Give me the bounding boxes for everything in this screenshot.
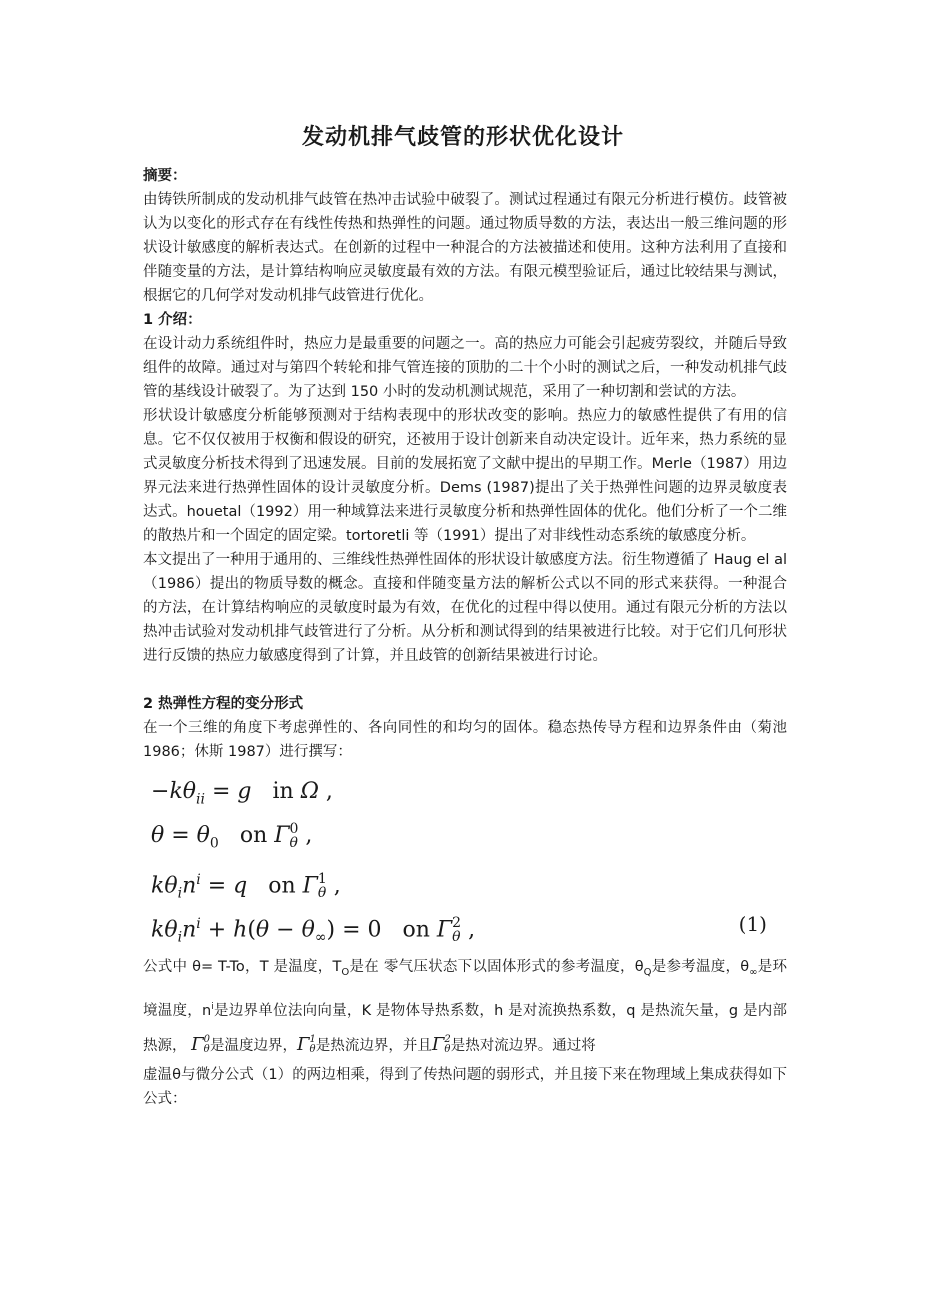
equation-line-1: $-k\theta_{ii} = g$ in Ω , [151,779,333,808]
weak-form-paragraph: 虚温θ与微分公式（1）的两边相乘，得到了传热问题的弱形式，并且接下来在物理域上集成获得如下公式： [143,1066,787,1107]
definition-text-2: 是在 零气压状态下以固体形式的参考温度，θ [349,959,644,975]
section2-paragraph-1: 在一个三维的角度下考虑弹性的、各向同性的和均匀的固体。稳态热传导方程和边界条件由（菊池 1986；休斯 1987）进行撰写： [143,720,787,760]
section-spacer [143,668,787,692]
page-title: 发动机排气歧管的形状优化设计 [301,125,624,150]
definition-text-3: 是参考温度，θ [651,959,750,975]
equation-block [151,770,787,946]
abstract-heading: 摘要： [143,168,187,184]
document-body [143,164,787,1111]
gamma-1-symbol: Γ 1 θ [296,1033,316,1055]
definition-sub-o: O [341,966,350,978]
equation-number: (1) [738,912,767,936]
equation-line-3: $k\theta_in^i = q$ on Γ 1 θ , [151,871,341,902]
section1-paragraph-3: 本文提出了一种用于通用的、三维线性热弹性固体的形状设计敏感度方法。衍生物遵循了 Haug el al（1986）提出的物质导数的概念。直接和伴随变量方法的解析公式以不同的形式来获得。一种混合的方法，在计算结构响应的灵敏度时最为有效，在优化的过程中得以使用。通过有限元分析的方法以热冲击试验对发动机排气歧管进行了分析。从分析和测试得到的结果被进行比较。对于它们几何形状进行反馈的热应力敏感度得到了计算，并且歧管的创新结果被进行讨论。 [143,552,787,664]
gamma-1-label: 是热流边界，并且 [315,1037,432,1054]
gamma-2-symbol: Γ 2 θ [431,1033,451,1055]
equation-line-2: $\theta = \theta_0$ on Γ 0 θ , [151,821,313,852]
section1-paragraph-2: 形状设计敏感度分析能够预测对于结构表现中的形状改变的影响。热应力的敏感性提供了有用的信息。它不仅仅被用于权衡和假设的研究，还被用于设计创新来自动决定设计。近年来，热力系统的显式灵敏度分析技术得到了迅速发展。目前的发展拓宽了文献中提出的早期工作。Merle（1987）用边界元法来进行热弹性固体的设计灵敏度分析。Dems (1987)提出了关于热弹性问题的边界灵敏度表达式。houetal（1992）用一种域算法来进行灵敏度分析和热弹性固体的优化。他们分析了一个二维的散热片和一个固定的固定梁。tortoretli 等（1991）提出了对非线性动态系统的敏感度分析。 [143,408,787,544]
symbol-definitions-paragraph [143,950,787,1063]
definition-sup-i: i [211,1001,214,1012]
definition-sub-inf: ∞ [749,966,758,978]
definition-text-5: 是边界单位法向向量，K 是物体导热系数，h 是对流换热系数，q 是热流矢量，g 是内部热源， [143,1002,787,1054]
gamma-2-label: 是热对流边界。通过将 [450,1037,596,1054]
definition-text-4: 是环境温度，n [143,959,787,1019]
section2-heading: 2 热弹性方程的变分形式 [143,696,304,712]
gamma-0-label: 是温度边界， [209,1037,297,1054]
abstract-paragraph: 由铸铁所制成的发动机排气歧管在热冲击试验中破裂了。测试过程通过有限元分析进行模仿。歧管被认为以变化的形式存在有线性传热和热弹性的问题。通过物质导数的方法，表达出一般三维问题的形状设计敏感度的解析表达式。在创新的过程中一种混合的方法被描述和使用。这种方法利用了直接和伴随变量的方法，是计算结构响应灵敏度最有效的方法。有限元模型验证后，通过比较结果与测试，根据它的几何学对发动机排气歧管进行优化。 [143,192,787,304]
abstract-heading-text: 摘要 [143,168,172,184]
section1-paragraph-1: 在设计动力系统组件时，热应力是最重要的问题之一。高的热应力可能会引起疲劳裂纹，并随后导致组件的故障。通过对与第四个转轮和排气管连接的顶肋的二十个小时的测试之后，一种发动机排气歧管的基线设计破裂了。为了达到 150 小时的发动机测试规范，采用了一种切割和尝试的方法。 [143,336,787,400]
gamma-0-symbol: Γ 0 θ [191,1033,210,1055]
equation-line-4: $k\theta_in^i + h(\theta - \theta_\infty) = 0$ on Γ 2 θ , [151,915,476,946]
definition-sub-q: Q [643,966,652,978]
section1-heading: 1 介绍： [143,312,202,328]
definition-text-1: 公式中 θ= T-To，T 是温度，T [143,959,342,975]
